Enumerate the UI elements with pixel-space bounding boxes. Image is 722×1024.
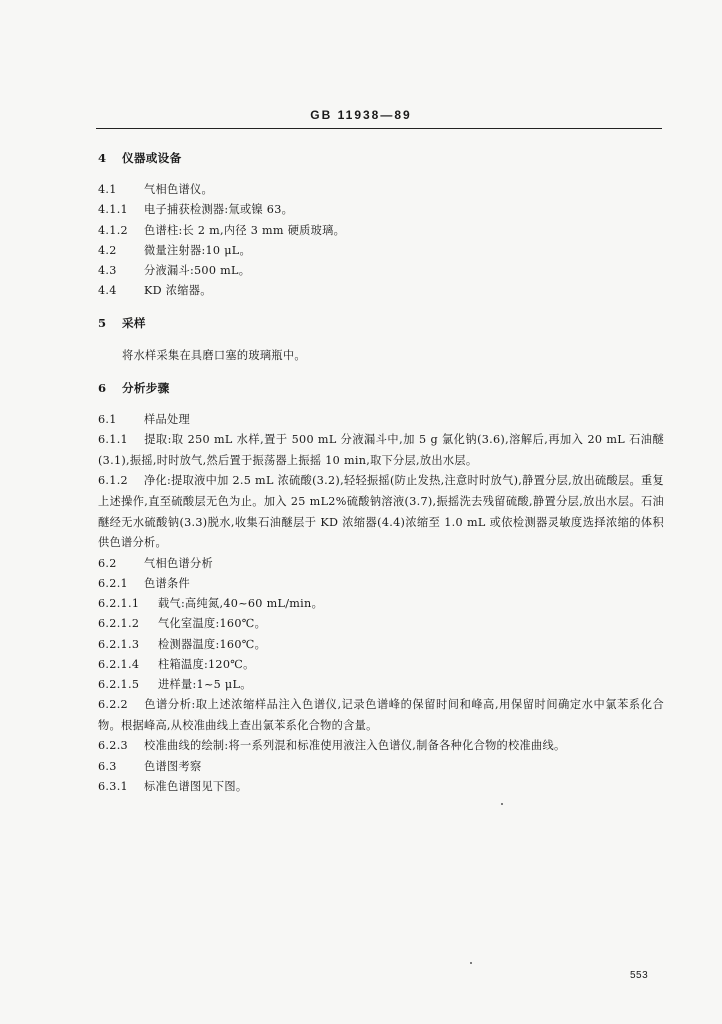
- clause-6-2-1-2: 6.2.1.2 气化室温度:160℃。: [98, 617, 267, 631]
- clause-6-1-2: 6.1.2 净化:提取液中加 2.5 mL 浓硫酸(3.2),轻轻振摇(防止发热,注意时时放气),静置分层,放出硫酸层。重复上述操作,直至硫酸层无色为止。加入 25 mL2%硫酸钠溶液(3.7),振摇洗去残留硫酸,静置分层,放出水层。石油醚经无水硫酸钠(3.3)脱水,收集石油醚层于 KD 浓缩器(4.4)浓缩至 1.0 mL 或依检测器灵敏度选择浓缩的体积供色谱分析。: [98, 474, 664, 550]
- clause-4-3: 4.3 分液漏斗:500 mL。: [98, 264, 251, 278]
- section-6-heading: 6 分析步骤: [98, 380, 170, 395]
- page-number: 553: [630, 970, 649, 981]
- clause-6-1-1: 6.1.1 提取:取 250 mL 水样,置于 500 mL 分液漏斗中,加 5 g 氯化钠(3.6),溶解后,再加入 20 mL 石油醚(3.1),振摇,时时放气,然后置于振荡器上振摇 10 min,取下分层,放出水层。: [98, 433, 664, 467]
- clause-4-2: 4.2 微量注射器:10 μL。: [98, 243, 251, 257]
- clause-4-1-2: 4.1.2 色谱柱:长 2 m,内径 3 mm 硬质玻璃。: [98, 223, 346, 237]
- section-5-heading: 5 采样: [98, 316, 146, 331]
- scan-speck: [501, 803, 503, 805]
- clause-6-2-1-3: 6.2.1.3 检测器温度:160℃。: [98, 637, 267, 651]
- clause-6-3: 6.3 色谱图考察: [98, 759, 202, 773]
- clause-6-2-1-1: 6.2.1.1 载气:高纯氮,40~60 mL/min。: [98, 597, 324, 611]
- clause-6-2-3: 6.2.3 校准曲线的绘制:将一系列混和标准使用液注入色谱仪,制备各种化合物的校准曲线。: [98, 739, 566, 753]
- clause-4-1: 4.1 气相色谱仪。: [98, 183, 213, 197]
- clause-6-2-1-5: 6.2.1.5 进样量:1~5 μL。: [98, 678, 252, 692]
- clause-6-3-1: 6.3.1 标准色谱图见下图。: [98, 779, 248, 793]
- clause-6-2: 6.2 气相色谱分析: [98, 556, 213, 570]
- header-rule: [96, 128, 662, 129]
- section-4-heading: 4 仪器或设备: [98, 151, 182, 165]
- standard-code-header: GB 11938—89: [310, 108, 412, 122]
- clause-4-1-1: 4.1.1 电子捕获检测器:氚或镍 63。: [98, 203, 294, 217]
- clause-6-2-2: 6.2.2 色谱分析:取上述浓缩样品注入色谱仪,记录色谱峰的保留时间和峰高,用保留时间确定水中氯苯系化合物。根据峰高,从校准曲线上查出氯苯系化合物的含量。: [98, 698, 664, 732]
- clause-6-2-1-4: 6.2.1.4 柱箱温度:120℃。: [98, 657, 255, 671]
- clause-4-4: 4.4 KD 浓缩器。: [98, 284, 212, 298]
- clause-6-2-1: 6.2.1 色谱条件: [98, 577, 190, 590]
- scan-speck: [470, 962, 472, 964]
- document-body: [98, 148, 664, 797]
- sampling-text: 将水样采集在具磨口塞的玻璃瓶中。: [122, 348, 306, 362]
- clause-6-1: 6.1 样品处理: [98, 413, 190, 427]
